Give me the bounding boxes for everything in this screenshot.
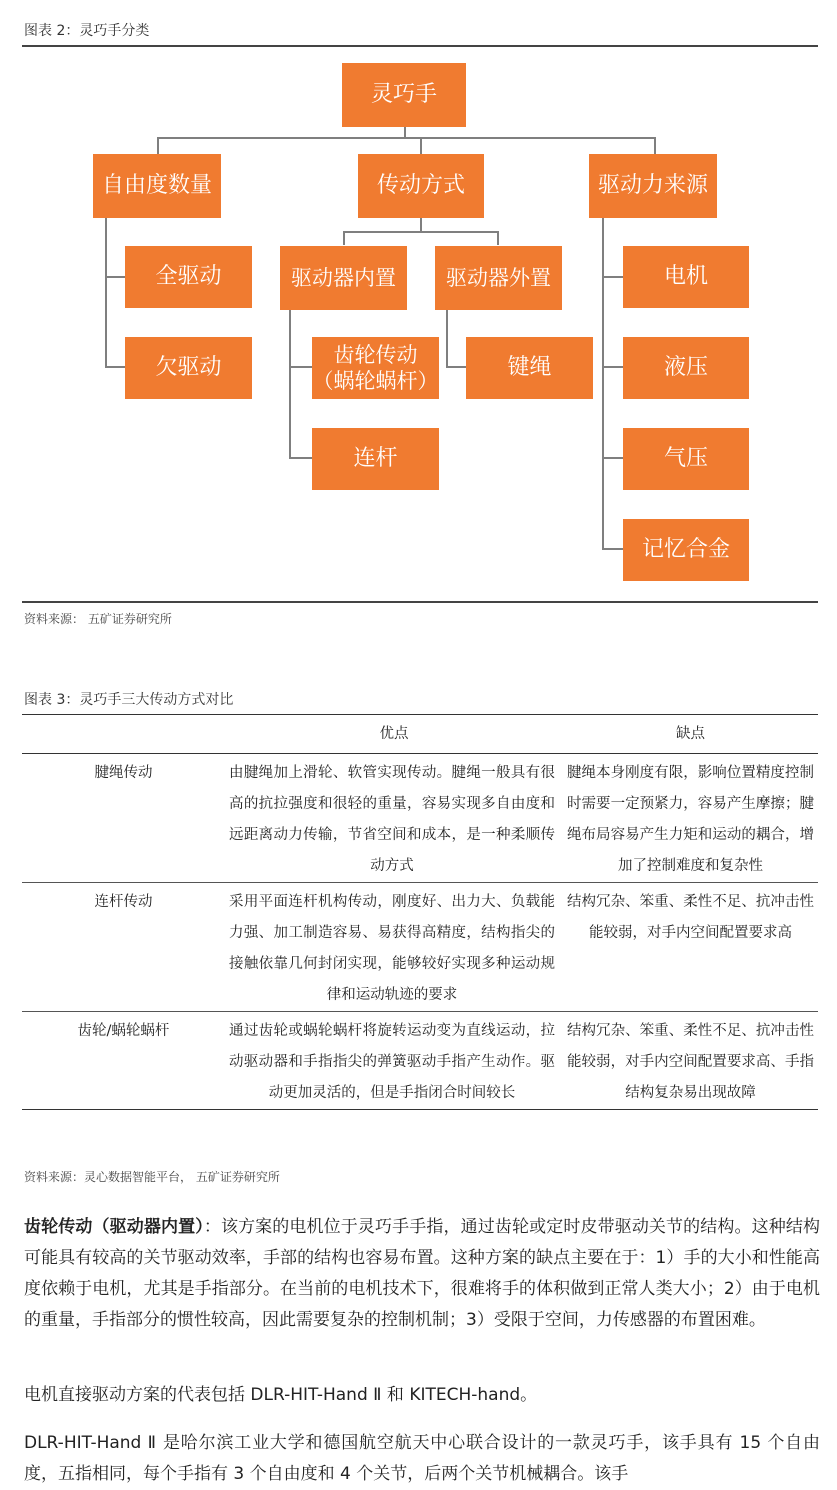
connector-to-dof [157, 137, 159, 154]
connector-external-tendon [446, 366, 466, 368]
header-cell-pros: 优点 [225, 715, 563, 754]
connector-to-transmission [420, 137, 422, 154]
node-actuator-external: 驱动器外置 [435, 246, 562, 310]
figure2-caption: 图表 2：灵巧手分类 [24, 23, 150, 39]
header-cell-cons: 缺点 [563, 715, 818, 754]
connector-dof-trunk [105, 218, 107, 367]
node-under-drive: 欠驱动 [125, 337, 252, 399]
table-header-row [22, 715, 818, 754]
node-actuator-internal: 驱动器内置 [280, 246, 407, 310]
connector-power-hydraulic [602, 366, 623, 368]
connector-internal-gear [289, 366, 312, 368]
node-dof: 自由度数量 [93, 154, 221, 218]
connector-root-down [404, 127, 406, 139]
paragraph-dlr-hit-hand: DLR-HIT-Hand Ⅱ 是哈尔滨工业大学和德国航空航天中心联合设计的一款灵巧手，该手具有 15 个自由度，五指相同，每个手指有 3 个自由度和 4 个关节，后两个关节机械耦合。该手 [24, 1433, 820, 1484]
row-name: 齿轮/蜗轮蜗杆 [22, 1012, 225, 1110]
paragraph-body: ：该方案的电机位于灵巧手手指，通过齿轮或定时皮带驱动关节的结构。这种结构可能具有较高的关节驱动效率，手部的结构也容易布置。这种方案的缺点主要在于：1）手的大小和性能高度依赖于电机，尤其是手指部分。在当前的电机技术下，很难将手的体积做到正常人类大小；2）由于电机的重量，手指部分的惯性较高，因此需要复杂的控制机制；3）受限于空间，力传感器的布置困难。 [24, 1217, 821, 1330]
node-shape-memory-alloy: 记忆合金 [623, 519, 749, 581]
connector-external-trunk [446, 310, 448, 367]
header-cell-empty [22, 715, 225, 754]
row-pros: 采用平面连杆机构传动，刚度好、出力大、负载能力强、加工制造容易、易获得高精度，结构指尖的接触依靠几何封闭实现，能够较好实现多种运动规律和运动轨迹的要求 [225, 883, 563, 1012]
node-tendon: 键绳 [466, 337, 593, 399]
row-pros: 通过齿轮或蜗轮蜗杆将旋转运动变为直线运动，拉动驱动器和手指指尖的弹簧驱动手指产生动作。驱动更加灵活的，但是手指闭合时间较长 [225, 1012, 563, 1110]
connector-transmission-down [420, 218, 422, 232]
node-root: 灵巧手 [342, 63, 466, 127]
row-name: 腱绳传动 [22, 754, 225, 883]
connector-dof-under [105, 366, 125, 368]
connector-power-motor [602, 276, 623, 278]
node-linkage: 连杆 [312, 428, 439, 490]
connector-to-power [654, 137, 656, 154]
paragraph-lead-bold: 齿轮传动（驱动器内置） [24, 1217, 204, 1237]
row-name: 连杆传动 [22, 883, 225, 1012]
node-motor: 电机 [623, 246, 749, 308]
node-full-drive: 全驱动 [125, 246, 252, 308]
connector-root-bus [157, 137, 655, 139]
connector-internal-linkage [289, 457, 312, 459]
connector-to-internal [343, 231, 345, 245]
row-pros: 由腱绳加上滑轮、软管实现传动。腱绳一般具有很高的抗拉强度和很轻的重量，容易实现多自由度和远距离动力传输，节省空间和成本，是一种柔顺传动方式 [225, 754, 563, 883]
classification-tree [0, 0, 837, 600]
connector-transmission-bus [343, 231, 498, 233]
figure2-bottom-rule [22, 601, 818, 603]
connector-internal-trunk [289, 310, 291, 458]
table-row [22, 754, 818, 883]
table-row [22, 1012, 818, 1110]
connector-to-external [497, 231, 499, 245]
node-pneumatic: 气压 [623, 428, 749, 490]
paragraph-gear-drive [24, 1212, 820, 1336]
connector-power-trunk [602, 218, 604, 549]
node-gear-drive: 齿轮传动 （蜗轮蜗杆） [312, 337, 439, 399]
paragraph-representatives: 电机直接驱动方案的代表包括 DLR-HIT-Hand Ⅱ 和 KITECH-hand。 [24, 1385, 538, 1405]
transmission-comparison-table [22, 714, 818, 1110]
row-cons: 腱绳本身刚度有限，影响位置精度控制时需要一定预紧力，容易产生摩擦；腱绳布局容易产生力矩和运动的耦合，增加了控制难度和复杂性 [563, 754, 818, 883]
figure3-caption: 图表 3：灵巧手三大传动方式对比 [24, 692, 234, 708]
connector-dof-full [105, 276, 125, 278]
node-power-source: 驱动力来源 [589, 154, 717, 218]
connector-power-pneumatic [602, 457, 623, 459]
node-hydraulic: 液压 [623, 337, 749, 399]
table-row [22, 883, 818, 1012]
row-cons: 结构冗杂、笨重、柔性不足、抗冲击性能较弱，对手内空间配置要求高 [563, 883, 818, 1012]
row-cons: 结构冗杂、笨重、柔性不足、抗冲击性能较弱，对手内空间配置要求高、手指结构复杂易出现故障 [563, 1012, 818, 1110]
figure2-source: 资料来源： 五矿证券研究所 [24, 612, 172, 626]
figure3-source: 资料来源：灵心数据智能平台， 五矿证券研究所 [24, 1170, 280, 1184]
connector-power-sma [602, 548, 623, 550]
node-transmission: 传动方式 [358, 154, 484, 218]
